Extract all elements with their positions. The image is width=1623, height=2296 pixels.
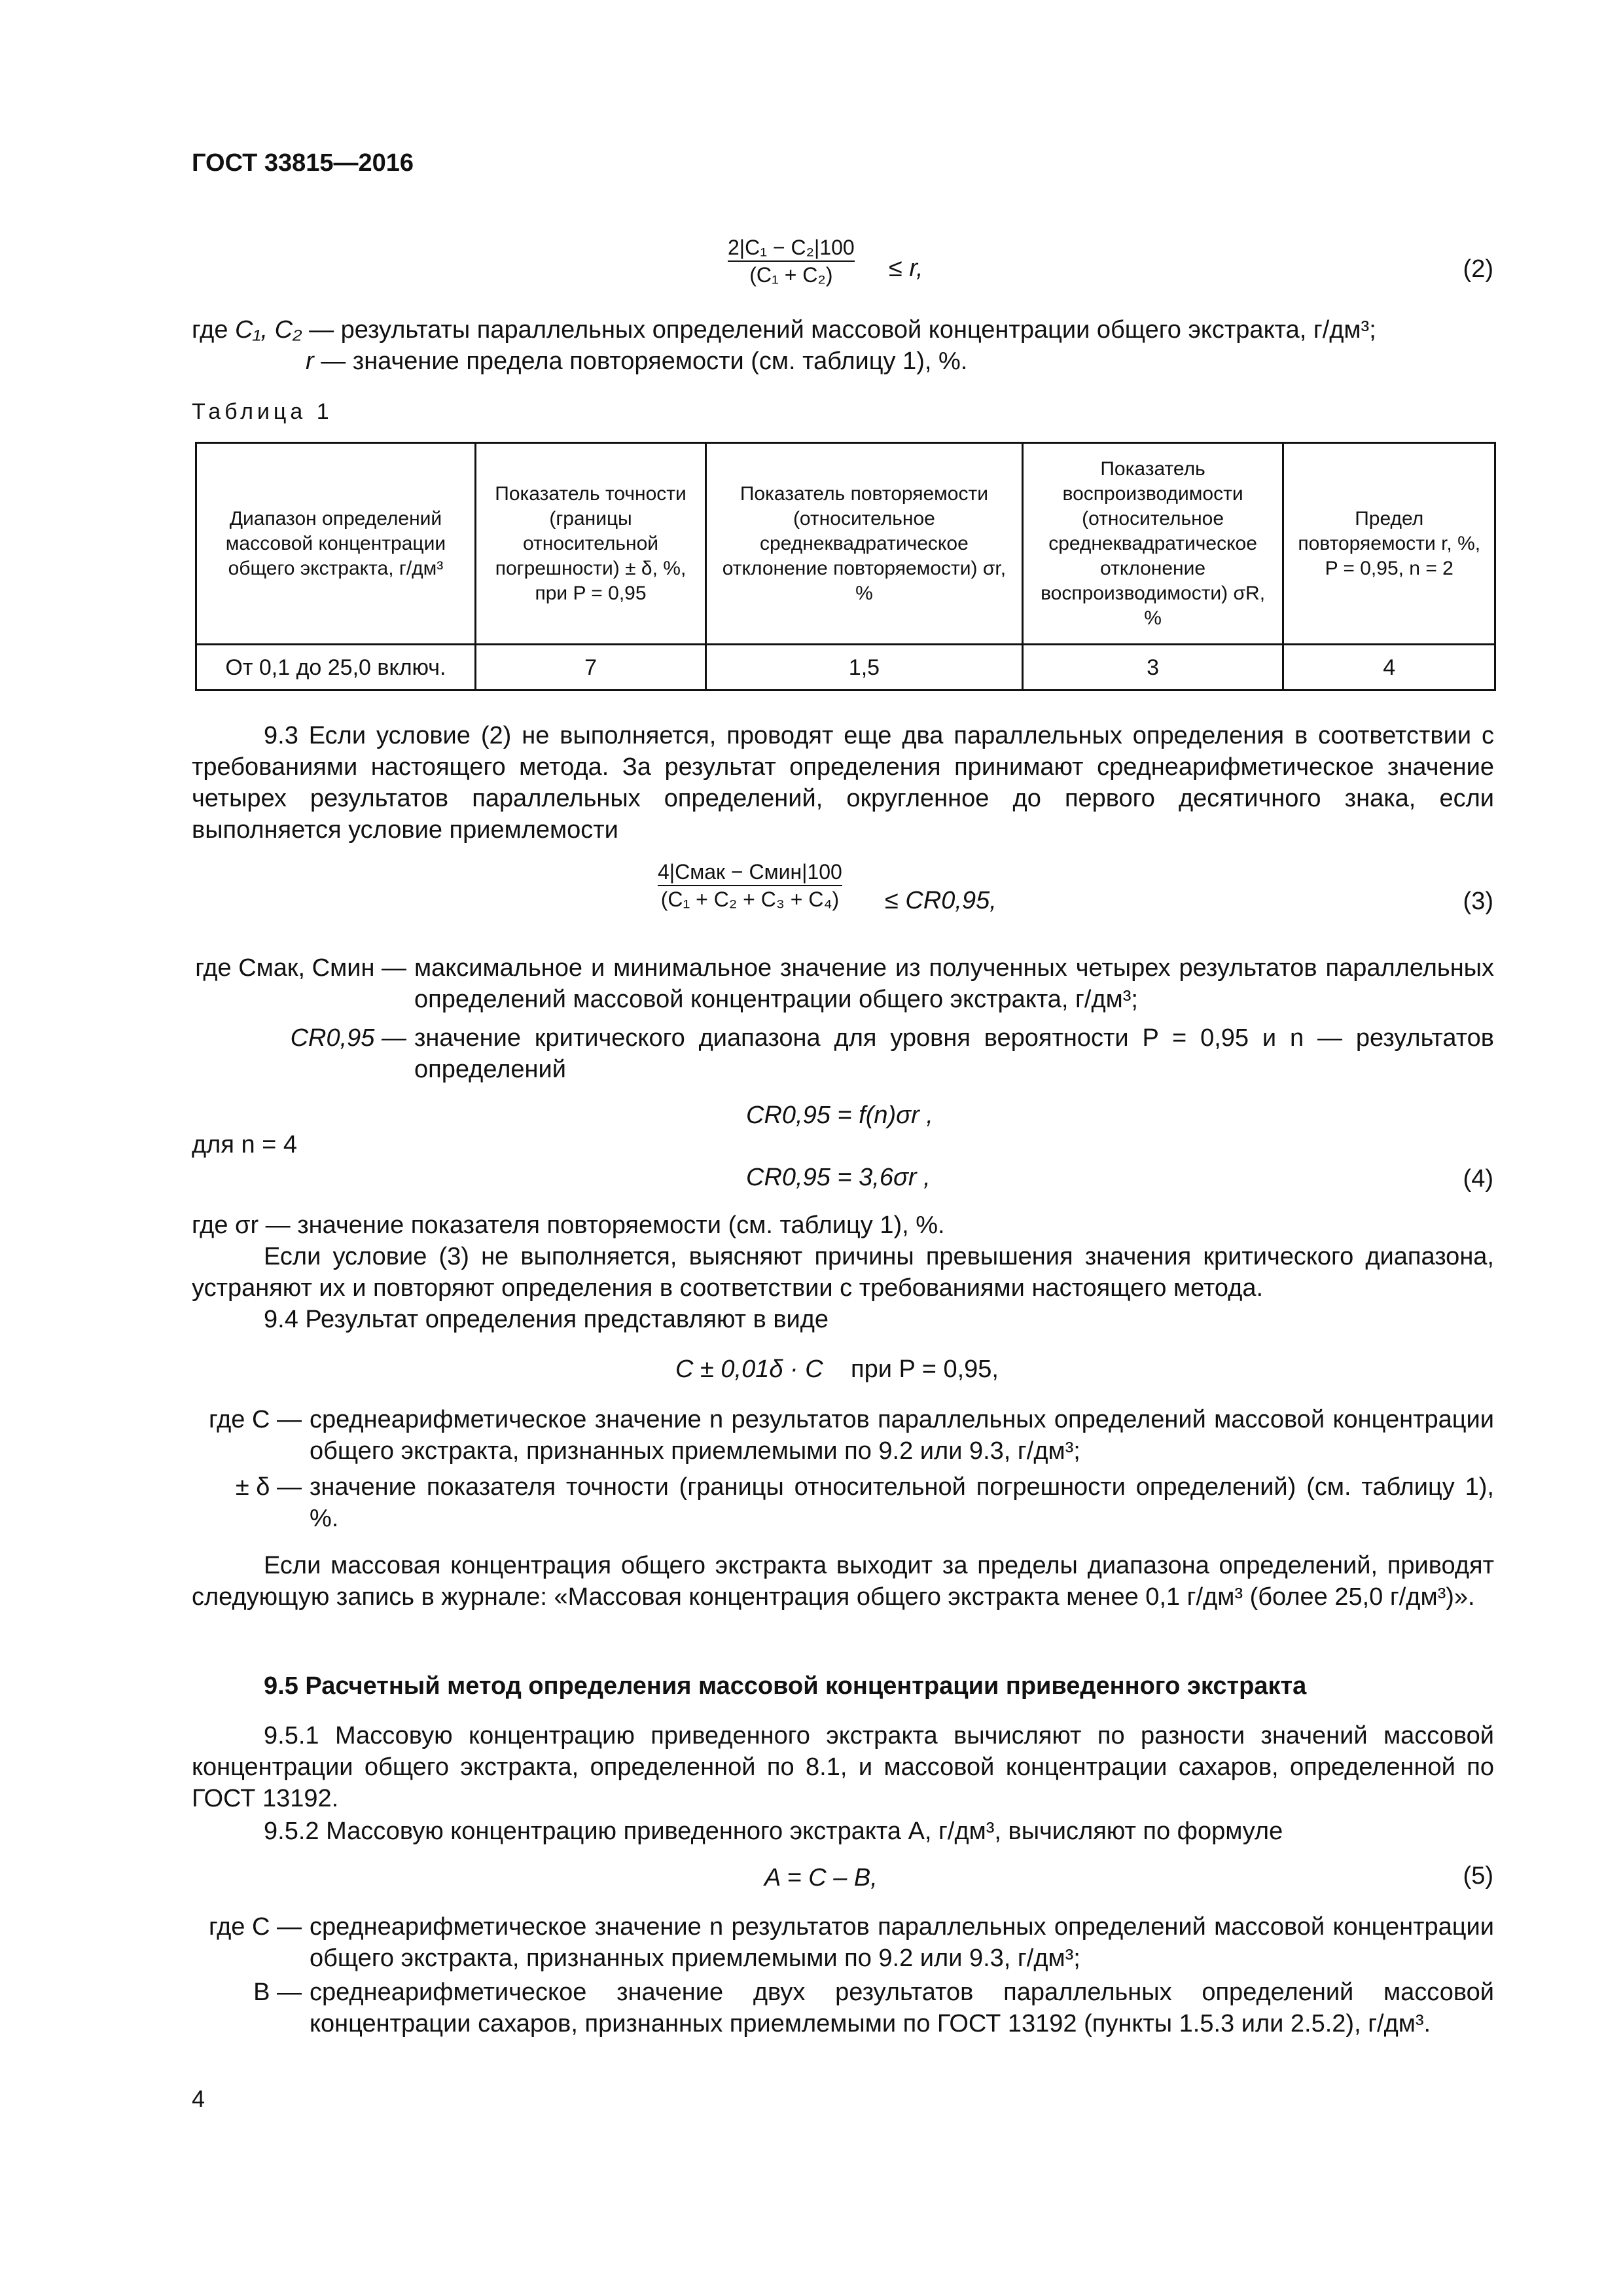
definition-label: B — bbox=[253, 1979, 302, 2006]
definition-text: среднеарифметическое значение n результатов параллельных определений массовой концентрации общего экстракта, признанных приемлемыми по 9.2 или 9.3, г/дм³; bbox=[310, 1913, 1494, 1972]
result-formula: C ± 0,01δ · C bbox=[675, 1355, 823, 1383]
equation-3-number: (3) bbox=[1463, 888, 1493, 915]
equation-4-for-n: для n = 4 bbox=[192, 1131, 298, 1158]
equation-2-denominator: (C₁ + C₂) bbox=[749, 263, 833, 287]
equation-4-line1: CR0,95 = f(n)σr , bbox=[746, 1102, 933, 1129]
paragraph-9-5-2: 9.5.2 Массовую концентрацию приведенного экстракта A, г/дм³, вычисляют по формуле bbox=[264, 1818, 1283, 1845]
definition-label: где C — bbox=[208, 1913, 302, 1941]
paragraph-9-5-1: 9.5.1 Массовую концентрацию приведенного экстракта вычисляют по разности значений массовой концентрации общего экстракта, определенной по 8.1, и массовой концентрации сахаров, определенной по ГОСТ 13192. bbox=[192, 1722, 1494, 1812]
table-header-row bbox=[196, 443, 1495, 645]
equation-2-def-line1 bbox=[192, 314, 1494, 346]
equation-2-rhs: ≤ r, bbox=[889, 255, 923, 282]
def-var: r bbox=[306, 348, 314, 375]
paragraph-9-4: 9.4 Результат определения представляют в виде bbox=[264, 1306, 829, 1333]
result-formula-condition: при P = 0,95, bbox=[851, 1355, 999, 1383]
def-vars: C₁, C₂ bbox=[235, 316, 302, 344]
table-caption: Таблица 1 bbox=[192, 399, 333, 424]
table-header-cell: Предел повторяемости r, %, P = 0,95, n = 2 bbox=[1283, 443, 1495, 645]
table-cell: От 0,1 до 25,0 включ. bbox=[196, 645, 476, 691]
table-cell: 4 bbox=[1283, 645, 1495, 691]
page-number: 4 bbox=[192, 2085, 205, 2112]
definition-row bbox=[192, 1022, 1494, 1088]
definition-label: ± δ — bbox=[235, 1473, 302, 1501]
equation-2-def-line2 bbox=[306, 346, 1484, 377]
equation-3-fraction bbox=[658, 859, 842, 912]
paragraph-9-3: 9.3 Если условие (2) не выполняется, проводят еще два параллельных определения в соответствии с требованиями настоящего метода. За результат определения принимают среднеарифметическое значение четырех результатов параллельных определений, округленное до первого десятичного знака, если выполняется условие приемлемости bbox=[192, 722, 1494, 844]
equation-5-number: (5) bbox=[1463, 1862, 1493, 1890]
definition-row bbox=[192, 1977, 1494, 2042]
table-header-cell: Показатель повторяемости (относительное среднеквадратическое отклонение повторяемости) σr, % bbox=[706, 443, 1023, 645]
definition-label: где Cмак, Cмин — bbox=[195, 954, 406, 982]
definition-text: среднеарифметическое значение n результатов параллельных определений массовой концентрации общего экстракта, признанных приемлемыми по 9.2 или 9.3, г/дм³; bbox=[310, 1406, 1494, 1465]
table-header-cell: Показатель воспроизводимости (относительное среднеквадратическое отклонение воспроизводимости) σR, % bbox=[1022, 443, 1283, 645]
definition-text: среднеарифметическое значение двух результатов параллельных определений массовой концентрации сахаров, признанных приемлемыми по ГОСТ 13192 (пункты 1.5.3 или 2.5.2), г/дм³. bbox=[310, 1979, 1494, 2037]
equation-3-numerator: 4|Cмак − Cмин|100 bbox=[658, 860, 842, 884]
table-header-cell: Диапазон определений массовой концентрации общего экстракта, г/дм³ bbox=[196, 443, 476, 645]
table-cell: 3 bbox=[1022, 645, 1283, 691]
document-header: ГОСТ 33815—2016 bbox=[192, 149, 414, 177]
equation-4-definition: где σr — значение показателя повторяемости (см. таблицу 1), %. bbox=[192, 1211, 945, 1239]
def-prefix: где bbox=[192, 316, 236, 344]
equation-2-fraction bbox=[728, 234, 855, 288]
definition-row bbox=[192, 1404, 1494, 1469]
paragraph-condition-3: Если условие (3) не выполняется, выясняют причины превышения значения критического диапазона, устраняют их и повторяют определения в соответствии с требованиями настоящего метода. bbox=[192, 1243, 1494, 1302]
def-text: — результаты параллельных определений массовой концентрации общего экстракта, г/дм³; bbox=[302, 316, 1376, 344]
paragraph-out-of-range: Если массовая концентрация общего экстракта выходит за пределы диапазона определений, приводят следующую запись в журнале: «Массовая концентрация общего экстракта менее 0,1 г/дм³ (более 25,0 г/дм³)». bbox=[192, 1552, 1494, 1611]
definition-row bbox=[192, 952, 1494, 1018]
equation-3-rhs: ≤ CR0,95, bbox=[885, 887, 997, 914]
definition-row bbox=[192, 1911, 1494, 1977]
table-cell: 7 bbox=[475, 645, 705, 691]
table-row bbox=[196, 645, 1495, 691]
table-header-cell: Показатель точности (границы относительной погрешности) ± δ, %, при P = 0,95 bbox=[475, 443, 705, 645]
definition-row bbox=[192, 1471, 1494, 1537]
section-9-5-title: 9.5 Расчетный метод определения массовой концентрации приведенного экстракта bbox=[264, 1672, 1307, 1700]
equation-2-number: (2) bbox=[1463, 255, 1493, 283]
definition-text: значение критического диапазона для уровня вероятности P = 0,95 и n — результатов определений bbox=[414, 1024, 1494, 1083]
equation-5: A = C – B, bbox=[764, 1864, 878, 1892]
definition-label: CR0,95 — bbox=[290, 1024, 406, 1052]
definition-text: максимальное и минимальное значение из полученных четырех результатов параллельных определений массовой концентрации общего экстракта, г/дм³; bbox=[414, 954, 1494, 1013]
equation-4-line2: CR0,95 = 3,6σr , bbox=[746, 1164, 931, 1191]
def-text: — значение предела повторяемости (см. таблицу 1), %. bbox=[313, 348, 968, 375]
table-cell: 1,5 bbox=[706, 645, 1023, 691]
equation-3-denominator: (C₁ + C₂ + C₃ + C₄) bbox=[660, 888, 840, 911]
equation-4-number: (4) bbox=[1463, 1165, 1493, 1193]
definition-text: значение показателя точности (границы относительной погрешности определений) (см. таблицу 1), %. bbox=[310, 1473, 1494, 1532]
equation-2-numerator: 2|C₁ − C₂|100 bbox=[728, 236, 855, 259]
table-1 bbox=[195, 442, 1496, 691]
definition-label: где C — bbox=[208, 1406, 302, 1433]
